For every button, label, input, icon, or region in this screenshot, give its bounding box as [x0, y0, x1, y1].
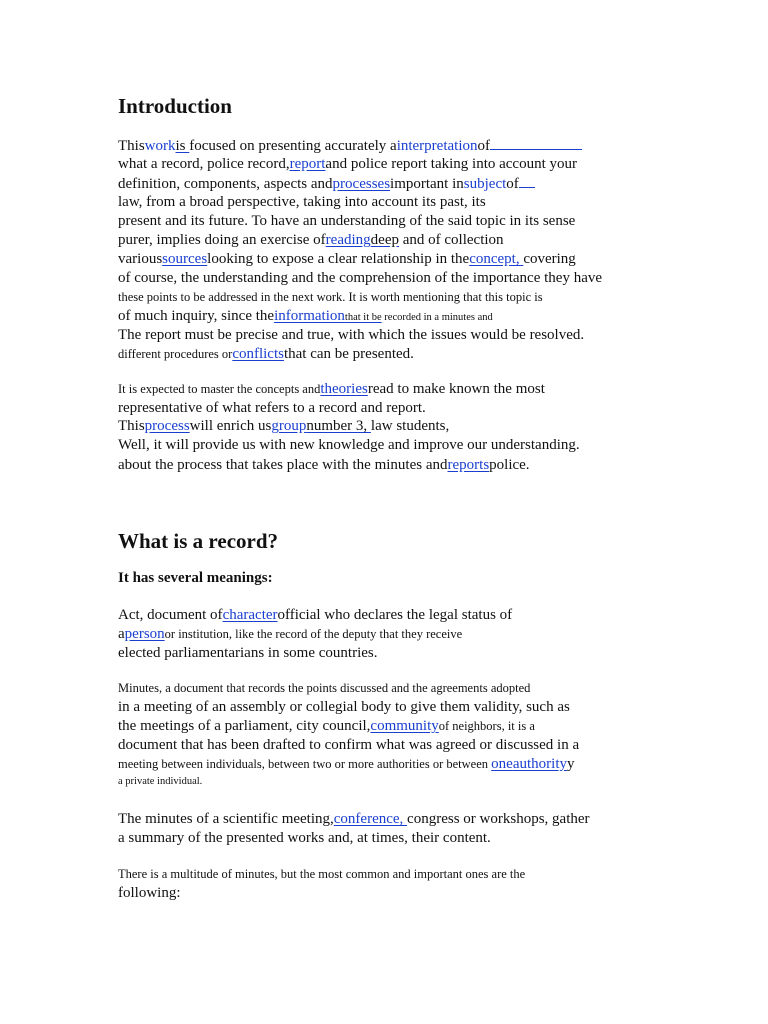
text-line — [118, 136, 582, 155]
link-work[interactable]: work — [144, 138, 176, 154]
link-person[interactable]: person — [124, 626, 165, 642]
text-line — [118, 380, 545, 398]
link-character[interactable]: character — [222, 607, 278, 623]
text-span: that it be — [344, 312, 382, 323]
text-span: read to make known the most — [367, 381, 545, 397]
text-line: document that has been drafted to confirm what was agreed or discussed in a — [118, 737, 580, 753]
text-span: congress or workshops, gather — [407, 811, 590, 827]
text-line: elected parliamentarians in some countries. — [118, 645, 378, 661]
text-span: y — [566, 756, 575, 772]
text-span: various — [118, 251, 163, 267]
link-group[interactable]: group — [271, 418, 307, 434]
link-authority[interactable]: authority — [512, 756, 567, 772]
text-span: the meetings of a parliament, city council, — [118, 718, 371, 734]
link-concept[interactable]: concept, — [469, 251, 524, 267]
text-span: about the process that takes place with the minutes and — [118, 457, 448, 473]
subheading-several-meanings: It has several meanings: — [118, 570, 273, 586]
section-heading-introduction: Introduction — [118, 94, 232, 118]
text-span: of — [477, 138, 490, 154]
text-line: Well, it will provide us with new knowledge and improve our understanding. — [118, 437, 580, 453]
text-line: There is a multitude of minutes, but the most common and important ones are the — [118, 867, 526, 881]
link-conflicts[interactable]: conflicts — [232, 346, 284, 362]
link-sources[interactable]: sources — [162, 251, 208, 267]
text-line — [118, 717, 535, 735]
text-span: different procedures or — [118, 347, 233, 361]
text-span: Act, document of — [118, 607, 223, 623]
text-span: what a record, police record, — [118, 156, 290, 172]
text-line: a private individual. — [118, 776, 203, 787]
text-line: present and its future. To have an understanding of the said topic in its sense — [118, 213, 576, 229]
text-span: official who declares the legal status of — [277, 607, 513, 623]
text-span: definition, components, aspects and — [118, 176, 333, 192]
text-span: or institution, like the record of the deputy that they receive — [164, 627, 463, 641]
text-span: covering — [523, 251, 576, 267]
text-span: meeting between individuals, between two or more authorities or between — [118, 757, 492, 771]
text-span: of — [506, 176, 519, 192]
text-span: This — [118, 138, 145, 154]
text-span: recorded in a minutes and — [381, 312, 493, 323]
text-line: of course, the understanding and the comprehension of the importance they have — [118, 270, 603, 286]
underline-blank — [490, 136, 582, 150]
text-line: law, from a broad perspective, taking into account its past, its — [118, 194, 486, 210]
text-span: of neighbors, it is a — [438, 719, 535, 733]
text-span: and police report taking into account your — [325, 156, 577, 172]
link-reports[interactable]: reports — [447, 457, 490, 473]
text-span: law students, — [370, 418, 450, 434]
text-line — [118, 625, 462, 643]
section-heading-what-is-a-record: What is a record? — [118, 529, 279, 553]
link-subject[interactable]: subject — [463, 176, 507, 192]
text-span: number 3, — [306, 418, 371, 434]
text-span: of much inquiry, since the — [118, 308, 275, 324]
text-span: deep — [370, 232, 399, 248]
link-reading[interactable]: reading — [325, 232, 371, 248]
text-span: The minutes of a scientific meeting, — [118, 811, 334, 827]
link-conference[interactable]: conference, — [333, 811, 408, 827]
text-span: that can be presented. — [283, 346, 414, 362]
text-line — [118, 606, 512, 624]
link-processes[interactable]: processes — [332, 176, 391, 192]
text-line — [118, 174, 535, 193]
text-span: focused on presenting accurately a — [189, 138, 397, 154]
text-span: important in — [390, 176, 464, 192]
link-community[interactable]: community — [370, 718, 439, 734]
text-line — [118, 755, 574, 773]
text-span: police. — [489, 457, 530, 473]
text-line: in a meeting of an assembly or collegial body to give them validity, such as — [118, 699, 570, 715]
link-interpretation[interactable]: interpretation — [396, 138, 478, 154]
text-line — [118, 307, 493, 327]
text-line — [118, 417, 449, 435]
text-span: and of collection — [398, 232, 504, 248]
text-line — [118, 456, 530, 474]
link-information[interactable]: information — [274, 308, 345, 324]
text-line — [118, 155, 577, 173]
text-line — [118, 250, 576, 268]
text-span: is — [175, 138, 190, 154]
text-line: a summary of the presented works and, at times, their content. — [118, 830, 491, 846]
text-line: The report must be precise and true, with which the issues would be resolved. — [118, 327, 585, 343]
text-line: Minutes, a document that records the points discussed and the agreements adopted — [118, 681, 531, 695]
link-process[interactable]: process — [144, 418, 190, 434]
link-one[interactable]: one — [491, 756, 513, 772]
text-span: It is expected to master the concepts and — [118, 382, 321, 396]
text-line: these points to be addressed in the next work. It is worth mentioning that this topic is — [118, 290, 543, 304]
text-line — [118, 345, 414, 363]
text-line — [118, 231, 504, 249]
text-span: looking to expose a clear relationship in the — [207, 251, 470, 267]
text-line: following: — [118, 885, 181, 901]
text-span: a — [118, 626, 125, 642]
link-theories[interactable]: theories — [320, 381, 368, 397]
link-report[interactable]: report — [289, 156, 326, 172]
text-line: representative of what refers to a record and report. — [118, 400, 426, 416]
text-span: purer, implies doing an exercise of — [118, 232, 326, 248]
underline-blank — [519, 174, 535, 188]
text-line — [118, 810, 590, 828]
text-span: will enrich us — [189, 418, 272, 434]
text-span: This — [118, 418, 145, 434]
